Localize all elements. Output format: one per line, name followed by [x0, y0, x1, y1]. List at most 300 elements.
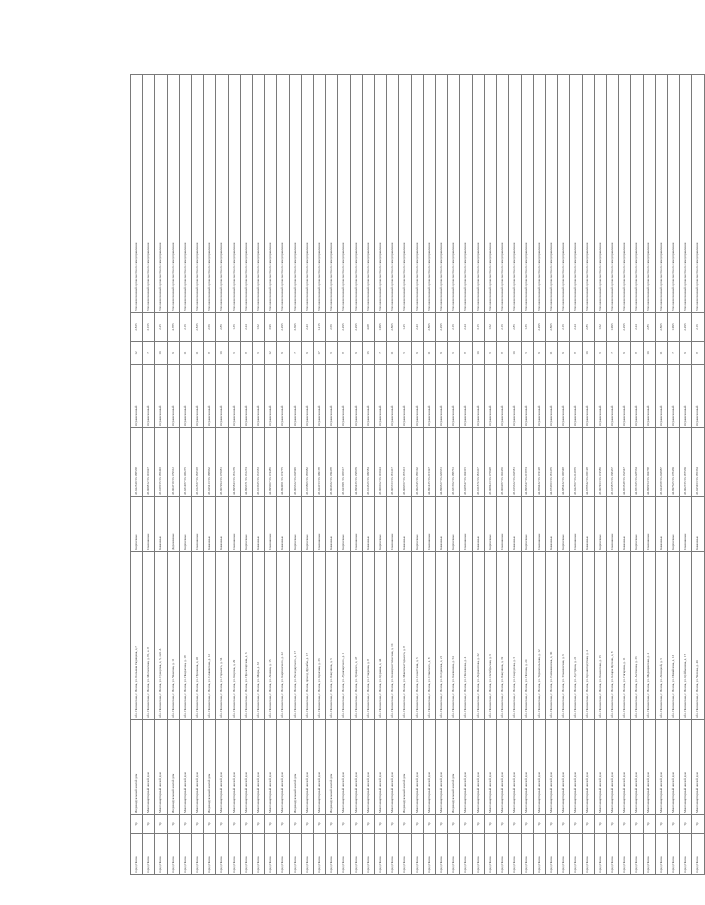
material-cell: Смешанные [460, 497, 472, 552]
count-cell: 5 [399, 342, 411, 365]
area-cell: 4.08 [362, 313, 374, 342]
address-cell: обл. Пензенская, г. Пенза, ул. Рахманинова, д. 30 [545, 552, 557, 720]
kind-cell: Тр [570, 815, 582, 834]
district-cell: город Пенза [192, 834, 204, 875]
category-cell: Ограниченный [216, 365, 228, 428]
district-cell: город Пенза [521, 834, 533, 875]
coordinates-cell: 45.012537 53.183518 [192, 428, 204, 497]
building-type-cell: Индивидуальный жилой дом [131, 720, 143, 815]
material-cell: Каменные [545, 497, 557, 552]
coordinates-cell: 45.007294 53.176081 [216, 428, 228, 497]
count-cell: 17 [314, 342, 326, 365]
owner-cell: Уполномоченный орган местного самоуправления [521, 75, 533, 313]
material-cell: Смешанные [265, 497, 277, 552]
category-cell: Ограниченный [131, 365, 143, 428]
coordinates-cell: 44.994961 53.174775 [277, 428, 289, 497]
material-cell: Кирпичные [131, 497, 143, 552]
owner-cell: Уполномоченный орган местного самоуправления [460, 75, 472, 313]
coordinates-cell: 45.025463 53.185364 [692, 428, 705, 497]
table-row [680, 75, 692, 875]
coordinates-cell: 45.009357 53.187413 [399, 428, 411, 497]
table-row [338, 75, 350, 875]
category-cell: Ограниченный [326, 365, 338, 428]
table-row [582, 75, 594, 875]
count-cell: 8 [460, 342, 472, 365]
kind-cell: Тр [253, 815, 265, 834]
area-cell: 2.835 [192, 313, 204, 342]
district-cell: город Пенза [533, 834, 545, 875]
coordinates-cell: 45.011874 53.183417 [472, 428, 484, 497]
building-type-cell: Многоквартирный жилой дом [375, 720, 387, 815]
district-cell: город Пенза [643, 834, 655, 875]
material-cell: Кирпичные [484, 497, 496, 552]
address-cell: обл. Пензенская, г. Пенза, ул. Большая Радищева, д.7 [131, 552, 143, 720]
material-cell: Кирпичные [289, 497, 301, 552]
kind-cell: Тр [594, 815, 606, 834]
address-cell: обл. Пензенская, г. Пенза, ул. Горького, д. 54 [216, 552, 228, 720]
table-row [228, 75, 240, 875]
material-cell: Смешанные [643, 497, 655, 552]
coordinates-cell: 44.997625 53.178439 [667, 428, 679, 497]
area-cell: 1.62 [484, 313, 496, 342]
district-cell: город Пенза [570, 834, 582, 875]
area-cell: 2.86 [216, 313, 228, 342]
table-row [253, 75, 265, 875]
building-type-cell: Многоквартирный жилой дом [460, 720, 472, 815]
district-cell: город Пенза [423, 834, 435, 875]
kind-cell: Тр [472, 815, 484, 834]
owner-cell: Уполномоченный орган местного самоуправления [692, 75, 705, 313]
address-cell: обл. Пензенская, г. Пенза, ул. Плеханова, д. 4 [460, 552, 472, 720]
district-cell: город Пенза [545, 834, 557, 875]
table-row [558, 75, 570, 875]
address-cell: обл. Пензенская, г. Пенза, ул. Ставского, д. 8 [423, 552, 435, 720]
area-cell: 1.62 [253, 313, 265, 342]
address-cell: обл. Пензенская, г. Пенза, ул. Измайлова, д. 13 [667, 552, 679, 720]
table-row [545, 75, 557, 875]
area-cell: 2.295 [350, 313, 362, 342]
coordinates-cell: 44.995843 53.181279 [228, 428, 240, 497]
kind-cell: Тр [509, 815, 521, 834]
building-type-cell: Многоквартирный жилой дом [350, 720, 362, 815]
address-cell: обл. Пензенская, г. Пенза, ул. Медицинская, д. 2 [643, 552, 655, 720]
register-table [130, 74, 705, 875]
building-type-cell: Многоквартирный жилой дом [692, 720, 705, 815]
table-row [326, 75, 338, 875]
building-type-cell: Многоквартирный жилой дом [179, 720, 191, 815]
area-cell: 2.805 [655, 313, 667, 342]
coordinates-cell: 44.991435 53.215327 [423, 428, 435, 497]
owner-cell: Уполномоченный орган местного самоуправления [301, 75, 313, 313]
area-cell: 2.295 [436, 313, 448, 342]
district-cell: город Пенза [167, 834, 179, 875]
count-cell: 12 [131, 342, 143, 365]
district-cell: город Пенза [594, 834, 606, 875]
category-cell: Ограниченный [314, 365, 326, 428]
building-type-cell: Многоквартирный жилой дом [509, 720, 521, 815]
material-cell: Кирпичные [667, 497, 679, 552]
building-type-cell: Многоквартирный жилой дом [655, 720, 667, 815]
material-cell: Деревянные [167, 497, 179, 552]
category-cell: Ограниченный [472, 365, 484, 428]
kind-cell: Тр [143, 815, 155, 834]
owner-cell: Уполномоченный орган местного самоуправления [570, 75, 582, 313]
area-cell: 2.25 [155, 313, 167, 342]
category-cell: Ограниченный [240, 365, 252, 428]
district-cell: город Пенза [338, 834, 350, 875]
area-cell: 2.295 [277, 313, 289, 342]
kind-cell: Тр [411, 815, 423, 834]
area-cell: 2.66 [326, 313, 338, 342]
material-cell: Смешанные [680, 497, 692, 552]
district-cell: город Пенза [326, 834, 338, 875]
count-cell: 10 [509, 342, 521, 365]
district-cell: город Пенза [131, 834, 143, 875]
category-cell: Ограниченный [667, 365, 679, 428]
address-cell: обл. Пензенская, г. Пенза, ул. Куйбышева, д. 17 [680, 552, 692, 720]
area-cell: 1.995 [667, 313, 679, 342]
district-cell: город Пенза [667, 834, 679, 875]
kind-cell: Тр [643, 815, 655, 834]
material-cell: Кирпичные [240, 497, 252, 552]
area-cell: 2.295 [619, 313, 631, 342]
district-cell: город Пенза [484, 834, 496, 875]
building-type-cell: Многоквартирный жилой дом [521, 720, 533, 815]
area-cell: 1.35 [521, 313, 533, 342]
area-cell: 2.85 [582, 313, 594, 342]
building-type-cell: Многоквартирный жилой дом [667, 720, 679, 815]
area-cell: 3.15 [472, 313, 484, 342]
table-row [509, 75, 521, 875]
material-cell: Смешанные [423, 497, 435, 552]
count-cell: 10 [643, 342, 655, 365]
material-cell: Каменные [155, 497, 167, 552]
address-cell: обл. Пензенская, г. Пенза, ул. Ленина, д. 15 [265, 552, 277, 720]
address-cell: обл. Пензенская, г. Пенза, ул. Пролетарская, д. 6 [240, 552, 252, 720]
material-cell: Смешанные [606, 497, 618, 552]
count-cell: 7 [375, 342, 387, 365]
owner-cell: Уполномоченный орган местного самоуправления [655, 75, 667, 313]
coordinates-cell: 45.028547 53.194315 [460, 428, 472, 497]
material-cell: Кирпичные [301, 497, 313, 552]
count-cell: 8 [204, 342, 216, 365]
coordinates-cell: 44.951635 53.228564 [631, 428, 643, 497]
area-cell: 2.805 [545, 313, 557, 342]
owner-cell: Уполномоченный орган местного самоуправления [484, 75, 496, 313]
address-cell: обл. Пензенская, г. Пенза, ул. Клары Цеткин, д. 8 [606, 552, 618, 720]
district-cell: город Пенза [631, 834, 643, 875]
address-cell: обл. Пензенская, г. Пенза, ул. Некрасова, д. 18 [179, 552, 191, 720]
category-cell: Ограниченный [436, 365, 448, 428]
count-cell: 10 [472, 342, 484, 365]
coordinates-cell: 45.016806 53.185982 [301, 428, 313, 497]
material-cell: Смешанные [497, 497, 509, 552]
kind-cell: Тр [265, 815, 277, 834]
address-cell: обл. Пензенская, г. Пенза, ул. Мира, д. 33 [253, 552, 265, 720]
address-cell: обл. Пензенская, г. Пенза, ул. Антонова, д. 33 [631, 552, 643, 720]
category-cell: Ограниченный [545, 365, 557, 428]
count-cell: 8 [497, 342, 509, 365]
material-cell: Смешанные [533, 497, 545, 552]
table-row [167, 75, 179, 875]
table-row [387, 75, 399, 875]
area-cell: 1.215 [314, 313, 326, 342]
district-cell: город Пенза [143, 834, 155, 875]
owner-cell: Уполномоченный орган местного самоуправления [509, 75, 521, 313]
count-cell: 8 [338, 342, 350, 365]
building-type-cell: Многоквартирный жилой дом [253, 720, 265, 815]
address-cell: обл. Пензенская, г. Пенза, проезд Дружбы, д. 17 [301, 552, 313, 720]
table-row [362, 75, 374, 875]
district-cell: город Пенза [411, 834, 423, 875]
table-row [131, 75, 143, 875]
building-type-cell: Индивидуальный жилой дом [204, 720, 216, 815]
area-cell: 1.995 [375, 313, 387, 342]
kind-cell: Тр [399, 815, 411, 834]
count-cell: 7 [143, 342, 155, 365]
count-cell: 9 [301, 342, 313, 365]
count-cell: 9 [533, 342, 545, 365]
address-cell: обл. Пензенская, г. Пенза, ул. Чехова, д. 40 [692, 552, 705, 720]
count-cell: 9 [436, 342, 448, 365]
table-row [179, 75, 191, 875]
table-row [411, 75, 423, 875]
kind-cell: Тр [521, 815, 533, 834]
area-cell: 1.25 [399, 313, 411, 342]
building-type-cell: Многоквартирный жилой дом [545, 720, 557, 815]
kind-cell: Тр [448, 815, 460, 834]
count-cell: 11 [545, 342, 557, 365]
coordinates-cell: 45.004719 53.179612 [167, 428, 179, 497]
coordinates-cell: 44.978542 53.205128 [582, 428, 594, 497]
table-row [301, 75, 313, 875]
building-type-cell: Многоквартирный жилой дом [362, 720, 374, 815]
owner-cell: Уполномоченный орган местного самоуправления [643, 75, 655, 313]
owner-cell: Уполномоченный орган местного самоуправления [472, 75, 484, 313]
category-cell: Ограниченный [484, 365, 496, 428]
count-cell: 12 [265, 342, 277, 365]
address-cell: обл. Пензенская, г. Пенза, ул. Карпинского, д. 22 [277, 552, 289, 720]
material-cell: Каменные [509, 497, 521, 552]
address-cell: обл. Пензенская, г. Пенза, ул. Свердлова, д. 5 [509, 552, 521, 720]
count-cell: 6 [448, 342, 460, 365]
count-cell: 9 [680, 342, 692, 365]
material-cell: Каменные [619, 497, 631, 552]
kind-cell: Тр [289, 815, 301, 834]
material-cell: Каменные [436, 497, 448, 552]
owner-cell: Уполномоченный орган местного самоуправления [265, 75, 277, 313]
district-cell: город Пенза [497, 834, 509, 875]
category-cell: Ограниченный [167, 365, 179, 428]
category-cell: Ограниченный [253, 365, 265, 428]
address-cell: обл. Пензенская, г. Пенза, ул. Попова, д. 24 [521, 552, 533, 720]
category-cell: Ограниченный [204, 365, 216, 428]
count-cell: 6 [253, 342, 265, 365]
building-type-cell: Многоквартирный жилой дом [143, 720, 155, 815]
kind-cell: Тр [277, 815, 289, 834]
category-cell: Ограниченный [582, 365, 594, 428]
table-row [192, 75, 204, 875]
district-cell: город Пенза [375, 834, 387, 875]
address-cell: обл. Пензенская, г. Пенза, ул. Коммунистическая, д. 10 [387, 552, 399, 720]
area-cell: 2.295 [338, 313, 350, 342]
kind-cell: Тр [179, 815, 191, 834]
kind-cell: Тр [326, 815, 338, 834]
district-cell: город Пенза [606, 834, 618, 875]
count-cell: 11 [192, 342, 204, 365]
kind-cell: Тр [155, 815, 167, 834]
area-cell: 1.995 [606, 313, 618, 342]
rotated-table-container [130, 105, 705, 875]
area-cell: 2.24 [460, 313, 472, 342]
district-cell: город Пенза [350, 834, 362, 875]
table-row [143, 75, 155, 875]
address-cell: обл. Пензенская, г. Пенза, ул. Гагарина, д. 11 [619, 552, 631, 720]
district-cell: город Пенза [179, 834, 191, 875]
building-type-cell: Многоквартирный жилой дом [497, 720, 509, 815]
material-cell: Смешанные [570, 497, 582, 552]
kind-cell: Тр [216, 815, 228, 834]
kind-cell: Тр [387, 815, 399, 834]
district-cell: город Пенза [460, 834, 472, 875]
coordinates-cell: 45.004632 53.169478 [326, 428, 338, 497]
table-row [448, 75, 460, 875]
owner-cell: Уполномоченный орган местного самоуправления [277, 75, 289, 313]
building-type-cell: Многоквартирный жилой дом [533, 720, 545, 815]
count-cell: 7 [289, 342, 301, 365]
district-cell: город Пенза [253, 834, 265, 875]
coordinates-cell: 44.996436 53.158979 [350, 428, 362, 497]
count-cell: 10 [216, 342, 228, 365]
building-type-cell: Многоквартирный жилой дом [423, 720, 435, 815]
address-cell: обл. Пензенская, г. Пенза, ул. Красная, д. 33 [314, 552, 326, 720]
building-type-cell: Многоквартирный жилой дом [436, 720, 448, 815]
kind-cell: Тр [460, 815, 472, 834]
category-cell: Ограниченный [399, 365, 411, 428]
owner-cell: Уполномоченный орган местного самоуправления [253, 75, 265, 313]
material-cell: Каменные [362, 497, 374, 552]
kind-cell: Тр [375, 815, 387, 834]
count-cell: 8 [631, 342, 643, 365]
material-cell: Каменные [692, 497, 705, 552]
owner-cell: Уполномоченный орган местного самоуправления [167, 75, 179, 313]
material-cell: Кирпичные [448, 497, 460, 552]
district-cell: город Пенза [582, 834, 594, 875]
kind-cell: Тр [192, 815, 204, 834]
district-cell: город Пенза [558, 834, 570, 875]
kind-cell: Тр [350, 815, 362, 834]
building-type-cell: Индивидуальный жилой дом [167, 720, 179, 815]
category-cell: Ограниченный [680, 365, 692, 428]
area-cell: 2.295 [680, 313, 692, 342]
building-type-cell: Многоквартирный жилой дом [606, 720, 618, 815]
count-cell: 16 [362, 342, 374, 365]
material-cell: Кирпичные [375, 497, 387, 552]
count-cell: 6 [326, 342, 338, 365]
building-type-cell: Многоквартирный жилой дом [472, 720, 484, 815]
table-row [606, 75, 618, 875]
material-cell: Каменные [277, 497, 289, 552]
kind-cell: Тр [314, 815, 326, 834]
district-cell: город Пенза [240, 834, 252, 875]
owner-cell: Уполномоченный орган местного самоуправления [228, 75, 240, 313]
district-cell: город Пенза [436, 834, 448, 875]
area-cell: 2.16 [558, 313, 570, 342]
table-row [460, 75, 472, 875]
category-cell: Ограниченный [192, 365, 204, 428]
material-cell: Кирпичные [179, 497, 191, 552]
category-cell: Ограниченный [423, 365, 435, 428]
owner-cell: Уполномоченный орган местного самоуправления [619, 75, 631, 313]
district-cell: город Пенза [655, 834, 667, 875]
coordinates-cell: 45.013635 53.161653 [253, 428, 265, 497]
coordinates-cell: 44.974653 53.181476 [545, 428, 557, 497]
district-cell: город Пенза [362, 834, 374, 875]
material-cell: Каменные [204, 497, 216, 552]
kind-cell: Тр [338, 815, 350, 834]
owner-cell: Уполномоченный орган местного самоуправления [131, 75, 143, 313]
table-row [692, 75, 705, 875]
address-cell: обл. Пензенская, г. Пенза, ул. Луначарского, д. 1 [338, 552, 350, 720]
table-row [643, 75, 655, 875]
address-cell: обл. Пензенская, г. Пенза, ул. Урицкого, д. 47 [350, 552, 362, 720]
coordinates-cell: 45.007463 53.174586 [594, 428, 606, 497]
material-cell: Смешанные [192, 497, 204, 552]
count-cell: 6 [228, 342, 240, 365]
coordinates-cell: 44.996371 53.161274 [240, 428, 252, 497]
owner-cell: Уполномоченный орган местного самоуправления [411, 75, 423, 313]
building-type-cell: Многоквартирный жилой дом [582, 720, 594, 815]
category-cell: Ограниченный [643, 365, 655, 428]
coordinates-cell: 45.008423 53.175928 [484, 428, 496, 497]
address-cell: обл. Пензенская, г. Пенза, ул. Калинина, д. 54 [448, 552, 460, 720]
table-row [265, 75, 277, 875]
table-row [619, 75, 631, 875]
coordinates-cell: 44.986432 53.196548 [558, 428, 570, 497]
coordinates-cell: 45.005723 53.181417 [387, 428, 399, 497]
area-cell: 2.24 [631, 313, 643, 342]
building-type-cell: Многоквартирный жилой дом [265, 720, 277, 815]
coordinates-cell: 45.000102 53.191024 [375, 428, 387, 497]
category-cell: Ограниченный [448, 365, 460, 428]
building-type-cell: Многоквартирный жилой дом [155, 720, 167, 815]
table-row [375, 75, 387, 875]
kind-cell: Тр [167, 815, 179, 834]
kind-cell: Тр [362, 815, 374, 834]
table-row [497, 75, 509, 875]
material-cell: Смешанные [143, 497, 155, 552]
register-table-body [131, 75, 705, 875]
table-row [667, 75, 679, 875]
coordinates-cell: 44.969432 53.174128 [533, 428, 545, 497]
kind-cell: Тр [228, 815, 240, 834]
building-type-cell: Многоквартирный жилой дом [643, 720, 655, 815]
coordinates-cell: 45.014526 53.199584 [362, 428, 374, 497]
kind-cell: Тр [533, 815, 545, 834]
table-row [570, 75, 582, 875]
building-type-cell: Многоквартирный жилой дом [314, 720, 326, 815]
address-cell: обл. Пензенская, г. Пенза, ул. Московская, д. 81, к. 8 [143, 552, 155, 720]
address-cell: обл. Пензенская, г. Пенза, ул. Кирова, д. 29 [228, 552, 240, 720]
category-cell: Ограниченный [606, 365, 618, 428]
owner-cell: Уполномоченный орган местного самоуправления [545, 75, 557, 313]
table-row [204, 75, 216, 875]
count-cell: 11 [387, 342, 399, 365]
owner-cell: Уполномоченный орган местного самоуправления [375, 75, 387, 313]
table-row [484, 75, 496, 875]
area-cell: 2.24 [570, 313, 582, 342]
kind-cell: Тр [436, 815, 448, 834]
